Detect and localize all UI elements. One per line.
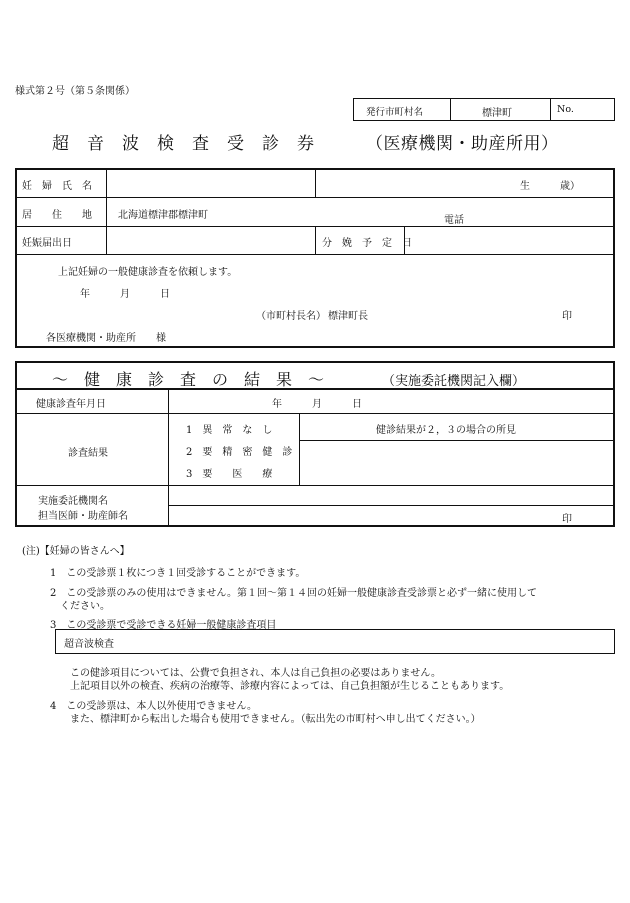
results-subtitle: （実施委託機関記入欄） xyxy=(382,374,526,389)
doctor-label: 担当医師・助産師名 xyxy=(38,511,128,522)
note-item-1: 1 この受診票１枚につき１回受診することができます。 xyxy=(50,568,306,579)
result-option-detailed: 2 要 精 密 健 診 xyxy=(186,447,293,458)
result-option-treatment: 3 要 医 療 xyxy=(186,469,273,480)
request-text: 上記妊婦の一般健康診査を依頼します。 xyxy=(58,267,238,278)
exam-result-label: 診査結果 xyxy=(68,448,108,459)
mayor-label: （市町村長名） xyxy=(256,311,326,322)
result-option-normal: 1 異 常 な し xyxy=(186,425,273,436)
number-label: No. xyxy=(557,104,574,115)
phone-label: 電話 xyxy=(444,215,464,226)
institution-label: 実施委託機関名 xyxy=(38,496,108,507)
exam-item-box xyxy=(55,629,615,654)
exam-date-label: 健康診査年月日 xyxy=(36,399,106,410)
request-date: 年 月 日 xyxy=(80,289,170,300)
page-subtitle: （医療機関・助産所用） xyxy=(366,134,559,154)
exam-date-value: 年 月 日 xyxy=(272,399,362,410)
address-value: 北海道標津郡標津町 xyxy=(118,210,208,221)
note-item-3-detail-2: 上記項目以外の検査、疾病の治療等、診療内容によっては、自己負担額が生じることもあります。 xyxy=(70,681,510,692)
pregnancy-date-label: 妊娠届出日 xyxy=(22,238,72,249)
results-title: ～ 健 康 診 査 の 結 果 ～ xyxy=(52,370,325,389)
patient-name-label: 妊 婦 氏 名 xyxy=(22,181,92,192)
address-label: 居 住 地 xyxy=(22,210,92,221)
mayor-value: 標津町長 xyxy=(328,311,368,322)
note-item-4: 4 この受診票は、本人以外使用できません。 xyxy=(50,701,257,712)
page-title: 超 音 波 検 査 受 診 券 xyxy=(52,134,315,154)
findings-label: 健診結果が２，３の場合の所見 xyxy=(376,425,516,436)
note-item-2: 2 この受診票のみの使用はできません。第１回～第１４回の妊婦一般健康診査受診票と必ず一緒に使用して xyxy=(50,588,537,599)
note-item-3-detail-1: この健診項目については、公費で負担され、本人は自己負担の必要はありません。 xyxy=(70,668,441,679)
note-item-2-cont: ください。 xyxy=(60,601,110,612)
addressee: 各医療機関・助産所 様 xyxy=(46,333,166,344)
note-item-3: 3 この受診票で受診できる妊婦一般健康診査項目 xyxy=(50,620,277,631)
notes-heading: (注)【妊婦の皆さんへ】 xyxy=(22,546,130,557)
issuer-label: 発行市町村名 xyxy=(366,107,424,118)
issuer-value: 標津町 xyxy=(482,108,512,119)
seal-mark: 印 xyxy=(562,311,572,322)
due-date-label: 分 娩 予 定 日 xyxy=(322,238,412,249)
note-item-4-cont: また、標津町から転出した場合も使用できません。（転出先の市町村へ申し出てください。） xyxy=(70,714,481,725)
age-label: 生 歳） xyxy=(520,181,580,192)
doctor-seal-mark: 印 xyxy=(562,514,572,525)
exam-item-ultrasound: 超音波検査 xyxy=(64,639,114,650)
form-code: 様式第２号（第５条関係） xyxy=(15,86,135,97)
